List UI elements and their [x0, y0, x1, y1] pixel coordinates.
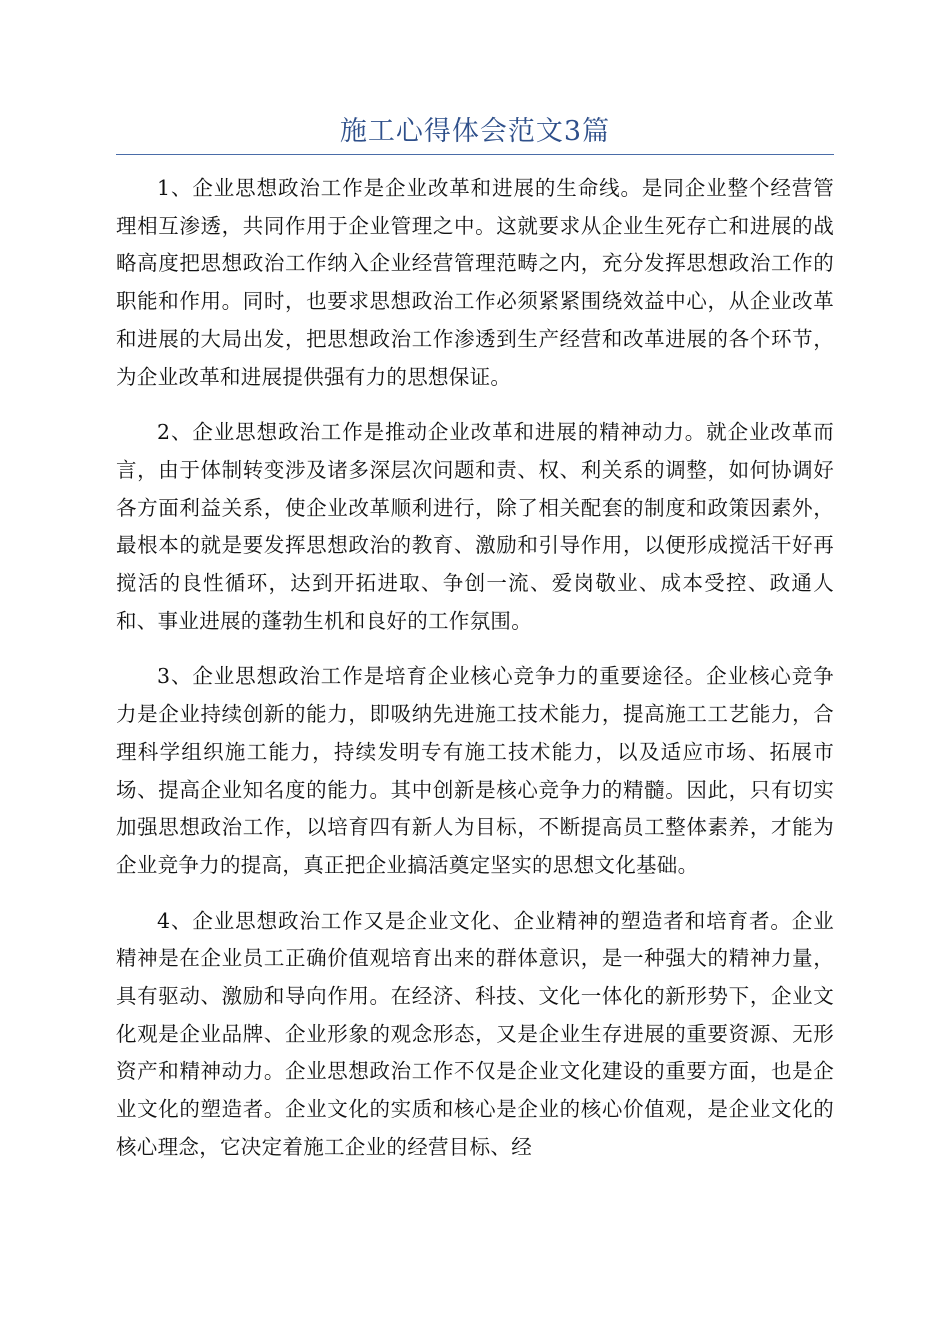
document-body: [116, 170, 834, 1185]
paragraph-2: 2、企业思想政治工作是推动企业改革和进展的精神动力。就企业改革而言，由于体制转变涉及诸多深层次问题和责、权、利关系的调整，如何协调好各方面利益关系，使企业改革顺利进行，除了相关配套的制度和政策因素外，最根本的就是要发挥思想政治的教育、激励和引导作用，以便形成搅活干好再搅活的良性循环，达到开拓进取、争创一流、爱岗敬业、成本受控、政通人和、事业进展的蓬勃生机和良好的工作氛围。: [116, 420, 834, 633]
title-underline: [116, 154, 834, 155]
paragraph-4: 4、企业思想政治工作又是企业文化、企业精神的塑造者和培育者。企业精神是在企业员工正确价值观培育出来的群体意识，是一种强大的精神力量，具有驱动、激励和导向作用。在经济、科技、文化一体化的新形势下，企业文化观是企业品牌、企业形象的观念形态，又是企业生存进展的重要资源、无形资产和精神动力。企业思想政治工作不仅是企业文化建设的重要方面，也是企业文化的塑造者。企业文化的实质和核心是企业的核心价值观，是企业文化的核心理念，它决定着施工企业的经营目标、经: [116, 908, 834, 1159]
paragraph-1: 1、企业思想政治工作是企业改革和进展的生命线。是同企业整个经营管理相互渗透，共同作用于企业管理之中。这就要求从企业生死存亡和进展的战略高度把思想政治工作纳入企业经营管理范畴之内，充分发挥思想政治工作的职能和作用。同时，也要求思想政治工作必须紧紧围绕效益中心，从企业改革和进展的大局出发，把思想政治工作渗透到生产经营和改革进展的各个环节，为企业改革和进展提供强有力的思想保证。: [116, 176, 834, 389]
paragraph-3: 3、企业思想政治工作是培育企业核心竞争力的重要途径。企业核心竞争力是企业持续创新的能力，即吸纳先进施工技术能力，提高施工工艺能力，合理科学组织施工能力，持续发明专有施工技术能力，以及适应市场、拓展市场、提高企业知名度的能力。其中创新是核心竞争力的精髓。因此，只有切实加强思想政治工作，以培育四有新人为目标，不断提高员工整体素养，才能为企业竞争力的提高，真正把企业搞活奠定坚实的思想文化基础。: [116, 664, 834, 877]
document-title: 施工心得体会范文3篇: [339, 116, 611, 147]
